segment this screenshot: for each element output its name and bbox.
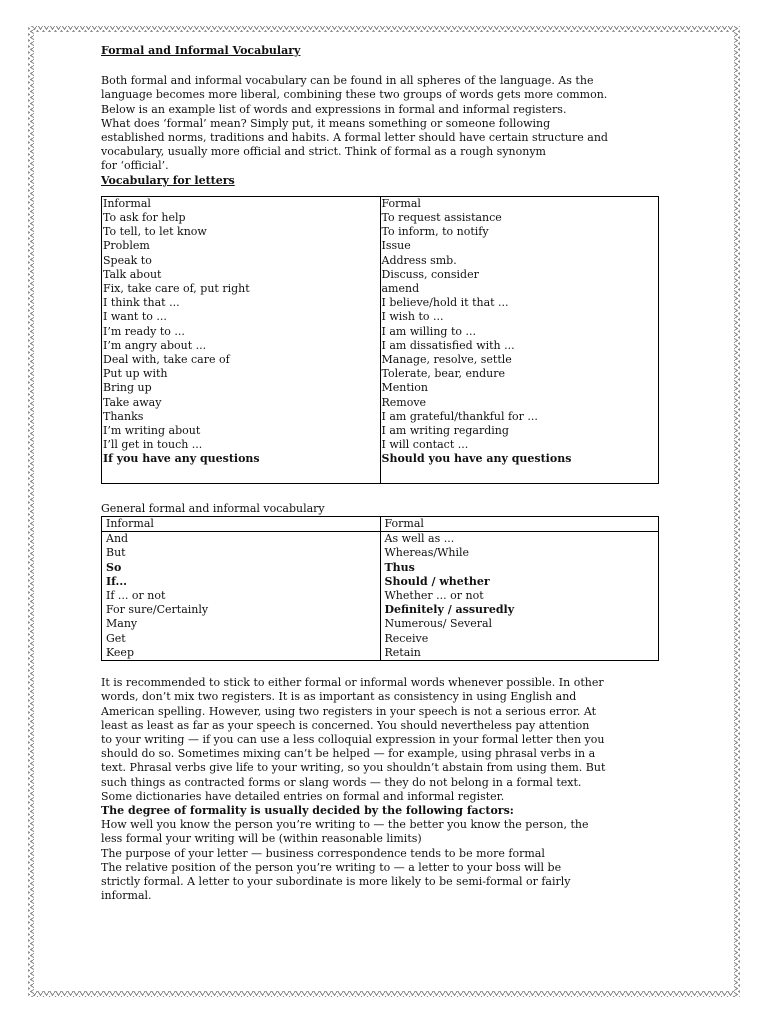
column-header: Informal: [103, 196, 151, 210]
vocab-entry: If you have any questions: [103, 452, 260, 466]
body-line: to your writing — if you can use a less colloquial expression in your formal letter then you: [101, 733, 605, 747]
vocab-entry: Remove: [381, 395, 427, 409]
body-line: American spelling. However, using two registers in your speech is not a serious error. At: [101, 704, 597, 718]
vocab-entry: I am dissatisfied with ...: [381, 338, 515, 352]
body-line: Some dictionaries have detailed entries on formal and informal register.: [101, 789, 505, 803]
factor-line: strictly formal. A letter to your subordinate is more likely to be semi-formal or fairly: [101, 875, 571, 889]
body-line: It is recommended to stick to either formal or informal words whenever possible. In other: [101, 676, 604, 690]
body-line: text. Phrasal verbs give life to your writing, so you shouldn’t abstain from using them. But: [101, 761, 606, 775]
vocab-entry: Thus: [384, 560, 415, 574]
vocab-entry: I wish to ...: [381, 310, 444, 324]
vocab-entry: I believe/hold it that ...: [381, 296, 509, 310]
vocab-entry: I am grateful/thankful for ...: [381, 409, 538, 423]
vocab-entry: Mention: [381, 381, 429, 395]
intro-line: for ‘official’.: [101, 159, 169, 173]
intro-line: language becomes more liberal, combining these two groups of words gets more common.: [101, 88, 608, 102]
vocab-entry: If ... or not: [106, 589, 166, 603]
vocab-entry: I’m writing about: [103, 424, 201, 438]
vocab-entry: To inform, to notify: [381, 225, 489, 239]
intro-line: What does ‘formal’ mean? Simply put, it means something or someone following: [101, 116, 551, 130]
vocab-entry: To tell, to let know: [103, 225, 207, 239]
vocab-entry: Numerous/ Several: [384, 617, 493, 631]
vocab-entry: I’m angry about ...: [103, 338, 207, 352]
vocab-entry: amend: [381, 282, 420, 296]
factor-line: How well you know the person you’re writing to — the better you know the person, the: [101, 818, 589, 832]
vocab-entry: I’m ready to ...: [103, 324, 185, 338]
vocab-entry: I am writing regarding: [381, 424, 509, 438]
vocab-entry: For sure/Certainly: [106, 603, 209, 617]
vocab-entry: Put up with: [103, 367, 168, 381]
vocab-entry: Receive: [384, 631, 429, 645]
factor-line: informal.: [101, 889, 152, 903]
document-title: Formal and Informal Vocabulary: [101, 44, 301, 57]
intro-line: Below is an example list of words and expressions in formal and informal registers.: [101, 102, 567, 116]
vocab-entry: Address smb.: [381, 253, 457, 267]
vocab-entry: Problem: [103, 239, 150, 253]
vocab-entry: So: [106, 560, 122, 574]
vocab-entry: Keep: [106, 645, 134, 659]
vocab-entry: Retain: [384, 645, 421, 659]
general-formal-header: Formal: [380, 517, 659, 532]
vocab-entry: I think that ...: [103, 296, 180, 310]
vocab-entry: Issue: [381, 239, 411, 253]
vocab-entry: Many: [106, 617, 138, 631]
letters-heading: Vocabulary for letters: [101, 173, 235, 187]
vocab-entry: To request assistance: [381, 211, 502, 225]
vocab-entry: But: [106, 546, 126, 560]
vocab-entry: Manage, resolve, settle: [381, 353, 512, 367]
vocab-entry: Bring up: [103, 381, 152, 395]
vocab-entry: Speak to: [103, 253, 152, 267]
factor-line: The purpose of your letter — business correspondence tends to be more formal: [101, 846, 545, 860]
vocab-entry: As well as ...: [384, 532, 455, 546]
factor-line: less formal your writing will be (within reasonable limits): [101, 832, 422, 846]
vocab-entry: Whereas/While: [384, 546, 470, 560]
vocab-entry: I will contact ...: [381, 438, 469, 452]
vocab-entry: Get: [106, 631, 126, 645]
letters-formal-column: [380, 196, 659, 483]
body-paragraph: [101, 676, 661, 903]
vocab-entry: I am willing to ...: [381, 324, 476, 338]
document-content: [101, 44, 661, 903]
column-header: Formal: [381, 196, 421, 210]
vocab-entry: Take away: [103, 395, 162, 409]
vocab-entry: If...: [106, 574, 127, 588]
intro-line: Both formal and informal vocabulary can be found in all spheres of the language. As the: [101, 74, 594, 88]
vocab-entry: I’ll get in touch ...: [103, 438, 203, 452]
vocab-entry: Deal with, take care of: [103, 353, 230, 367]
intro-line: established norms, traditions and habits. A formal letter should have certain structure and: [101, 131, 608, 145]
general-informal-column: [102, 532, 381, 661]
vocab-entry: To ask for help: [103, 211, 186, 225]
vocab-entry: Discuss, consider: [381, 267, 479, 281]
vocab-entry: Thanks: [103, 409, 144, 423]
factors-heading: The degree of formality is usually decided by the following factors:: [101, 804, 514, 818]
intro-paragraph: [101, 74, 661, 173]
vocab-entry: Should you have any questions: [381, 452, 572, 466]
factor-line: The relative position of the person you’re writing to — a letter to your boss will be: [101, 860, 562, 874]
general-vocabulary-table: [101, 516, 659, 661]
vocab-entry: And: [106, 532, 129, 546]
body-line: least as least as far as your speech is concerned. You should nevertheless pay attention: [101, 718, 590, 732]
vocab-entry: Talk about: [103, 267, 162, 281]
vocab-entry: I want to ...: [103, 310, 167, 324]
vocab-entry: Whether ... or not: [384, 589, 484, 603]
body-line: such things as contracted forms or slang words — they do not belong in a formal text.: [101, 775, 582, 789]
body-line: words, don’t mix two registers. It is as important as consistency in using English and: [101, 690, 577, 704]
general-formal-column: [380, 532, 659, 661]
letters-informal-column: [102, 196, 381, 483]
intro-line: vocabulary, usually more official and strict. Think of formal as a rough synonym: [101, 145, 546, 159]
vocab-entry: Tolerate, bear, endure: [381, 367, 506, 381]
letters-vocabulary-table: [101, 196, 659, 484]
general-vocabulary-caption: General formal and informal vocabulary: [101, 501, 325, 515]
vocab-entry: Should / whether: [384, 574, 490, 588]
general-informal-header: Informal: [102, 517, 381, 532]
body-line: should do so. Sometimes mixing can’t be helped — for example, using phrasal verbs in a: [101, 747, 596, 761]
vocab-entry: Definitely / assuredly: [384, 603, 515, 617]
vocab-entry: Fix, take care of, put right: [103, 282, 250, 296]
